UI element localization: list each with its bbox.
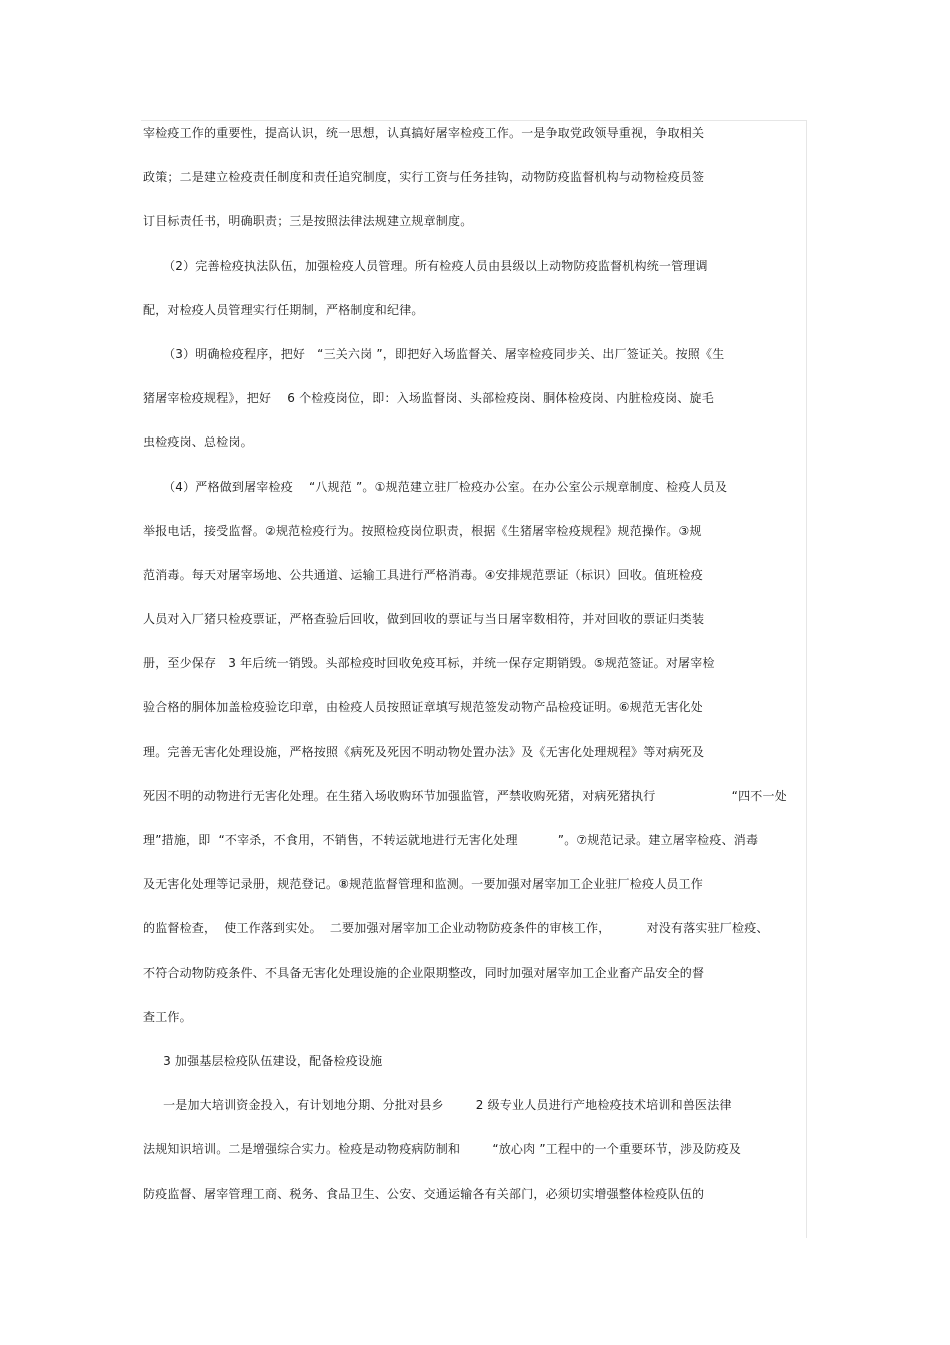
text-line: 法规知识培训。二是增强综合实力。检疫是动物疫病防制和 “放心肉 ”工程中的一个重要环节，涉及防疫及	[143, 1142, 741, 1157]
text-line: 死因不明的动物进行无害化处理。在生猪入场收购环节加强监管，严禁收购死猪，对病死猪执行 “四不一处	[143, 788, 787, 803]
text-line: 不符合动物防疫条件、不具备无害化处理设施的企业限期整改，同时加强对屠宰加工企业畜产品安全的督	[143, 965, 705, 980]
text-line: 及无害化处理等记录册，规范登记。⑧规范监督管理和监测。一要加强对屠宰加工企业驻厂检疫人员工作	[143, 877, 703, 892]
text-line: 政策；二是建立检疫责任制度和责任追究制度，实行工资与任务挂钩，动物防疫监督机构与动物检疫员签	[143, 170, 705, 185]
text-line: 理”措施，即 “不宰杀，不食用，不销售，不转运就地进行无害化处理 ”。⑦规范记录。建立屠宰检疫、消毒	[143, 833, 759, 847]
text-line: 虫检疫岗、总检岗。	[143, 435, 253, 450]
text-line: 验合格的胴体加盖检疫验讫印章，由检疫人员按照证章填写规范签发动物产品检疫证明。⑥规范无害化处	[143, 700, 703, 715]
text-line: 猪屠宰检疫规程》，把好 6 个检疫岗位，即：入场监督岗、头部检疫岗、胴体检疫岗、内脏检疫岗、旋毛	[143, 391, 714, 406]
text-line: 订目标责任书，明确职责；三是按照法律法规建立规章制度。	[143, 214, 473, 229]
text-line: 册，至少保存 3 年后统一销毁。头部检疫时回收免疫耳标，并统一保存定期销毁。⑤规范签证。对屠宰检	[143, 656, 715, 671]
document-body	[143, 118, 807, 1223]
text-line: 查工作。	[143, 1009, 192, 1024]
text-line: 配，对检疫人员管理实行任期制，严格制度和纪律。	[143, 302, 424, 317]
text-line: （3）明确检疫程序，把好 “三关六岗 ”，即把好入场监督关、屠宰检疫同步关、出厂签证关。按照《生	[143, 346, 725, 361]
text-line: 理。完善无害化处理设施，严格按照《病死及死因不明动物处置办法》及《无害化处理规程》等对病死及	[143, 744, 705, 759]
text-line: （4）严格做到屠宰检疫 “八规范 ”。①规范建立驻厂检疫办公室。在办公室公示规章制度、检疫人员及	[143, 479, 728, 494]
text-line: 举报电话，接受监督。②规范检疫行为。按照检疫岗位职责，根据《生猪屠宰检疫规程》规范操作。③规	[143, 523, 702, 538]
text-line: 人员对入厂猪只检疫票证，严格查验后回收，做到回收的票证与当日屠宰数相符，并对回收的票证归类装	[143, 612, 705, 627]
text-line: 的监督检查， 使工作落到实处。 二要加强对屠宰加工企业动物防疫条件的审核工作， 对没有落实驻厂检疫、	[143, 921, 769, 936]
text-line: 宰检疫工作的重要性，提高认识，统一思想，认真搞好屠宰检疫工作。一是争取党政领导重视，争取相关	[143, 126, 705, 140]
text-line: 一是加大培训资金投入，有计划地分期、分批对县乡 2 级专业人员进行产地检疫技术培训和兽医法律	[143, 1098, 732, 1113]
text-line: 范消毒。每天对屠宰场地、公共通道、运输工具进行严格消毒。④安排规范票证（标识）回收。值班检疫	[143, 567, 703, 582]
text-line: （2）完善检疫执法队伍，加强检疫人员管理。所有检疫人员由县级以上动物防疫监督机构统一管理调	[143, 258, 708, 273]
section-heading: 3 加强基层检疫队伍建设，配备检疫设施	[143, 1053, 383, 1068]
text-line: 防疫监督、屠宰管理工商、税务、食品卫生、公安、交通运输各有关部门，必须切实增强整体检疫队伍的	[143, 1186, 705, 1201]
